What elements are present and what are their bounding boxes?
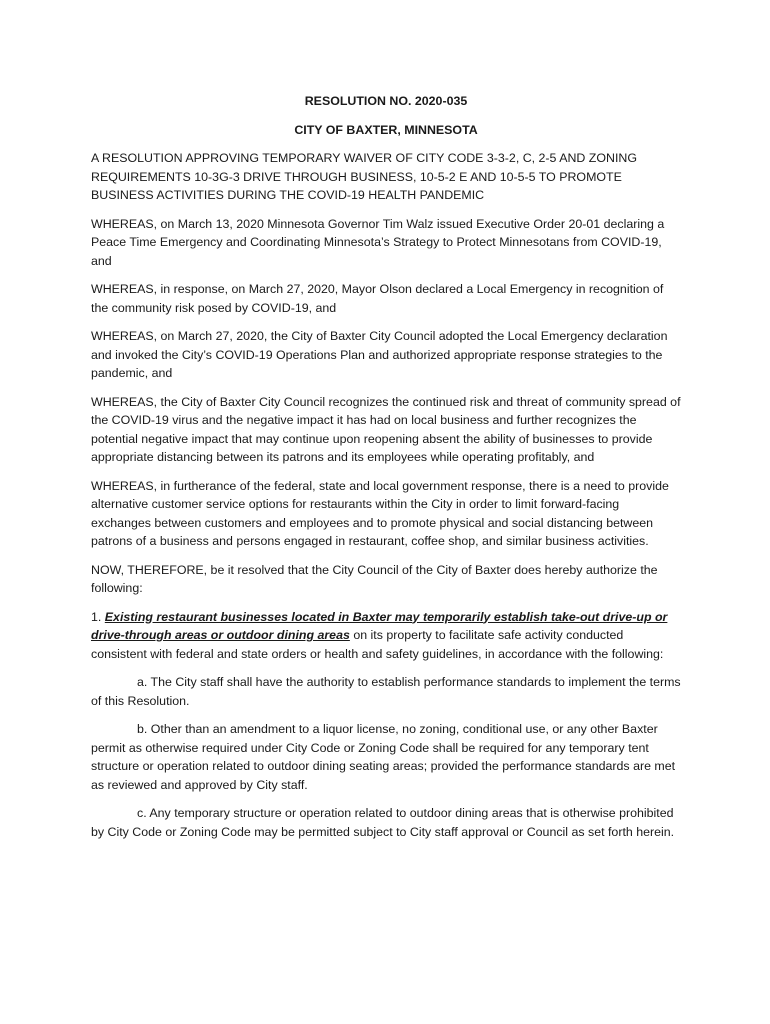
- resolution-heading: A RESOLUTION APPROVING TEMPORARY WAIVER OF CITY CODE 3-3-2, C, 2-5 AND ZONING REQUIREMENTS 10-3G-3 DRIVE THROUGH BUSINESS, 10-5-2 E AND 10-5-5 TO PROMOTE BUSINESS ACTIVITIES DURING THE COVID-19 HEALTH PANDEMIC: [91, 151, 637, 202]
- item-1-lead: Existing restaurant businesses located in Baxter may temporarily establish take-out drive-up or drive-through areas or outdoor dining areas: [91, 609, 668, 642]
- item-1-number: 1.: [91, 609, 102, 624]
- whereas-paragraph: WHEREAS, on March 27, 2020, the City of Baxter City Council adopted the Local Emergency declaration and invoked the City’s COVID-19 Operations Plan and authorized appropriate response strategies to the pandemic, and: [91, 329, 668, 380]
- resolution-number: RESOLUTION NO. 2020-035: [304, 94, 468, 108]
- document-body: [91, 92, 681, 851]
- whereas-paragraph: WHEREAS, the City of Baxter City Council recognizes the continued risk and threat of community spread of the COVID-19 virus and the negative impact it has had on local business and further recognizes the potential negative impact that may continue upon reopening absent the ability of businesses to provide appropriate distancing between its patrons and its employees while operating profitably, and: [91, 394, 681, 464]
- item-1-text: on its property to facilitate safe activity conducted consistent with federal and state orders or health and safety guidelines, in accordance with the following:: [91, 628, 664, 661]
- subitem-c: c. Any temporary structure or operation related to outdoor dining areas that is otherwise prohibited by City Code or Zoning Code may be permitted subject to City staff approval or Council as set forth herein.: [91, 806, 675, 839]
- resolved-paragraph: NOW, THEREFORE, be it resolved that the City Council of the City of Baxter does hereby authorize the following:: [91, 562, 658, 595]
- whereas-paragraph: WHEREAS, in response, on March 27, 2020, Mayor Olson declared a Local Emergency in recognition of the community risk posed by COVID-19, and: [91, 282, 664, 315]
- subitem-a: a. The City staff shall have the authority to establish performance standards to implement the terms of this Resolution.: [91, 675, 681, 708]
- whereas-paragraph: WHEREAS, in furtherance of the federal, state and local government response, there is a need to provide alternative customer service options for restaurants within the City in order to limit forward-facing exchanges between customers and employees and to promote physical and social distancing between patrons of a business and persons engaged in restaurant, coffee shop, and similar business activities.: [91, 478, 669, 548]
- item-1: [91, 608, 681, 664]
- whereas-paragraph: WHEREAS, on March 13, 2020 Minnesota Governor Tim Walz issued Executive Order 20-01 declaring a Peace Time Emergency and Coordinating Minnesota’s Strategy to Protect Minnesotans from COVID-19, and: [91, 216, 665, 268]
- subitem-b: b. Other than an amendment to a liquor license, no zoning, conditional use, or any other Baxter permit as otherwise required under City Code or Zoning Code shall be required for any temporary tent structure or operation related to outdoor dining seating areas; provided the performance standards are met as reviewed and approved by City staff.: [91, 722, 676, 792]
- city-name: CITY OF BAXTER, MINNESOTA: [294, 122, 478, 137]
